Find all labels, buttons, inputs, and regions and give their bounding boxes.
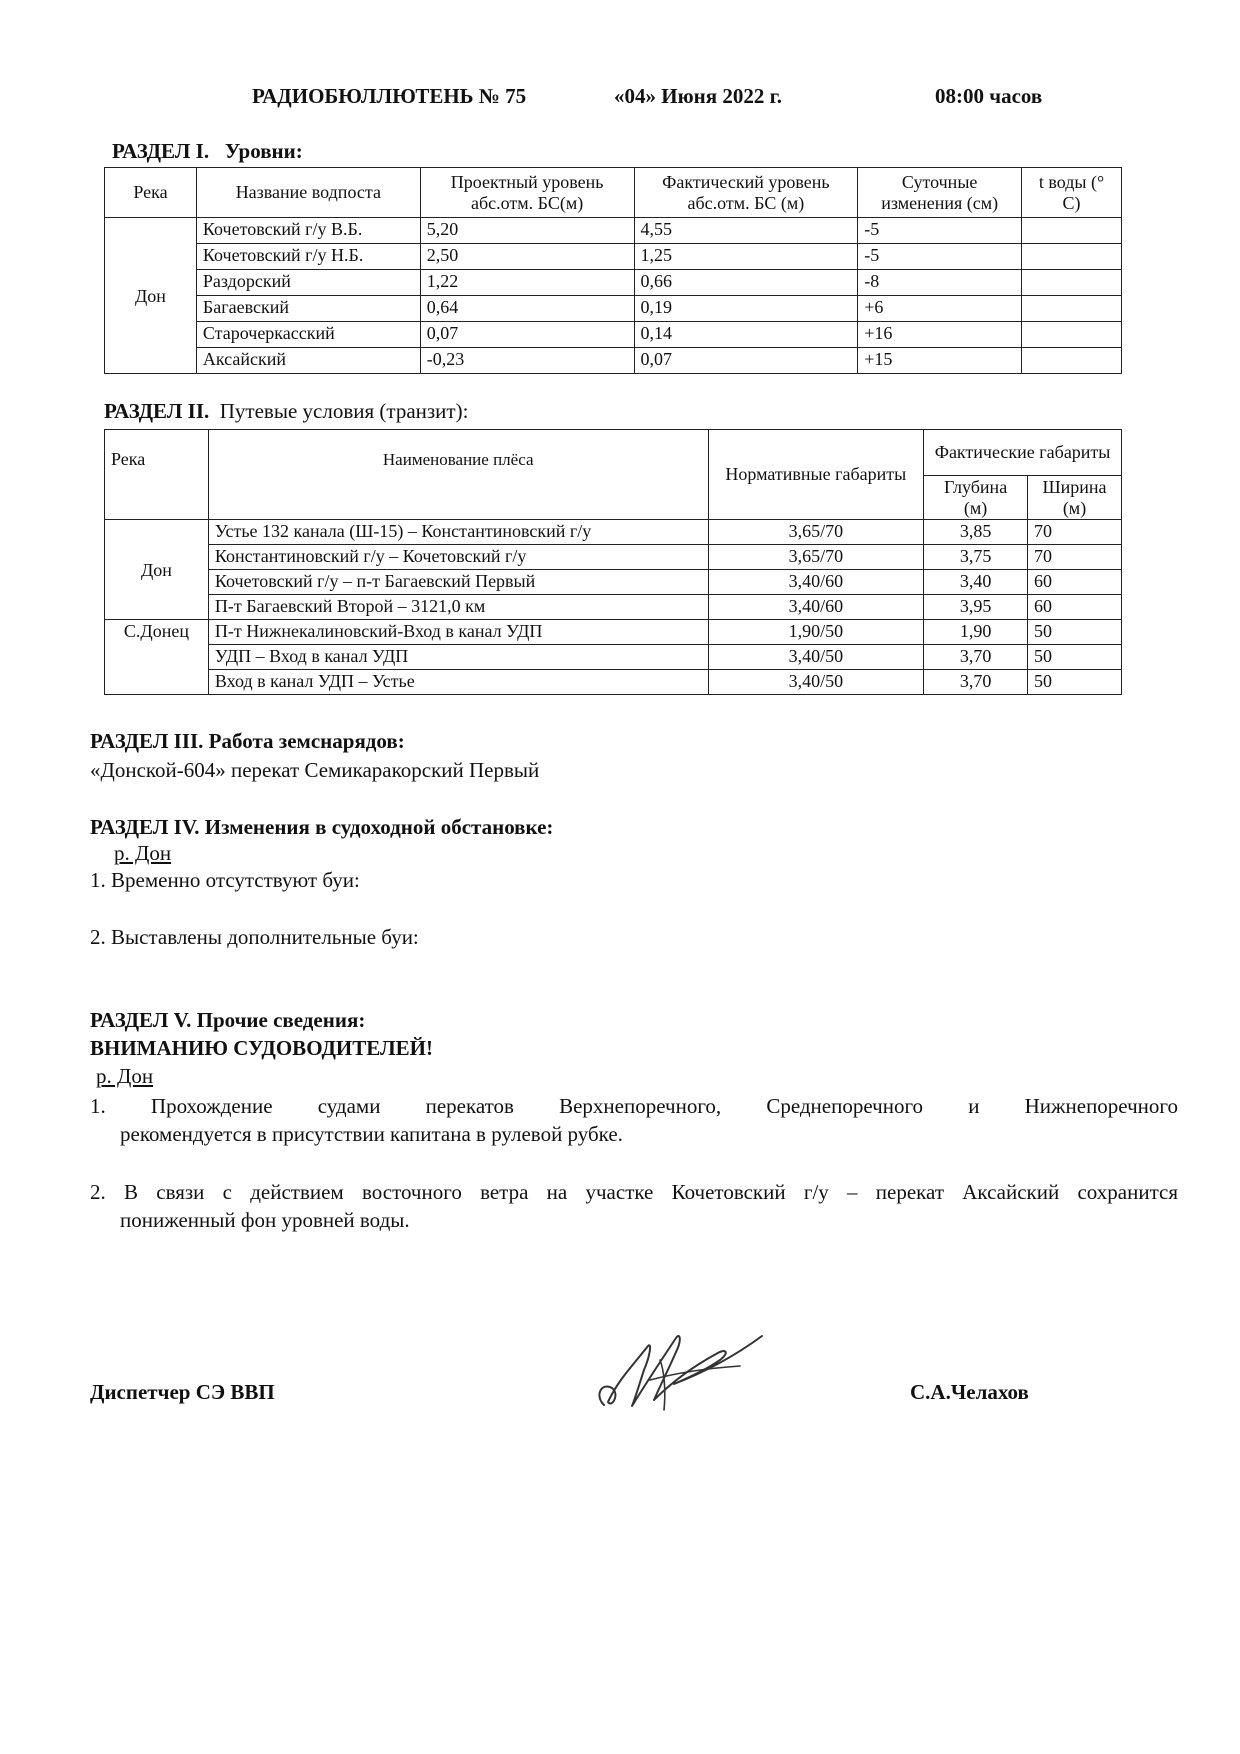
level-temp xyxy=(1022,270,1122,296)
route-width: 70 xyxy=(1028,545,1122,570)
route-reach: П-т Нижнекалиновский-Вход в канал УДП xyxy=(208,620,708,645)
level-actual: 1,25 xyxy=(634,244,858,270)
section3-text: «Донской-604» перекат Семикаракорский Первый xyxy=(90,758,540,782)
route-norm: 3,40/50 xyxy=(708,670,924,695)
route-header-river: Река xyxy=(105,430,209,520)
level-actual: 0,19 xyxy=(634,296,858,322)
route-norm: 3,65/70 xyxy=(708,520,924,545)
route-header-width: Ширина (м) xyxy=(1028,476,1122,520)
section5-river: р. Дон xyxy=(96,1064,154,1088)
level-project: 5,20 xyxy=(420,218,634,244)
route-header-depth: Глубина (м) xyxy=(924,476,1028,520)
section1-title-text: Уровни: xyxy=(224,139,303,163)
level-change: +6 xyxy=(858,296,1022,322)
route-table xyxy=(104,429,1122,695)
table-row xyxy=(105,645,1122,670)
section1-title-number: РАЗДЕЛ I. xyxy=(112,139,210,163)
level-change: -8 xyxy=(858,270,1022,296)
level-actual: 0,07 xyxy=(634,348,858,374)
route-width: 50 xyxy=(1028,670,1122,695)
route-width: 60 xyxy=(1028,595,1122,620)
route-depth: 3,40 xyxy=(924,570,1028,595)
level-temp xyxy=(1022,244,1122,270)
levels-header-temp: t воды (° С) xyxy=(1022,168,1122,218)
section4-item-1: 1. Временно отсутствуют буи: xyxy=(90,868,360,892)
route-depth: 3,70 xyxy=(924,670,1028,695)
level-temp xyxy=(1022,348,1122,374)
route-header-actual: Фактические габариты xyxy=(924,430,1122,476)
route-header-reach: Наименование плёса xyxy=(208,430,708,520)
route-width: 50 xyxy=(1028,620,1122,645)
section2-title-number: РАЗДЕЛ II. xyxy=(104,399,210,423)
route-reach: Кочетовский г/у – п-т Багаевский Первый xyxy=(208,570,708,595)
document-header xyxy=(252,84,1072,114)
route-header-norm: Нормативные габариты xyxy=(708,430,924,520)
paragraph-1-line-1: 1. Прохождение судами перекатов Верхнепоречного, Среднепоречного и Нижнепоречного xyxy=(90,1094,1178,1118)
table-row xyxy=(105,218,1122,244)
section4-river: р. Дон xyxy=(114,841,172,865)
levels-header-project: Проектный уровень абс.отм. БС(м) xyxy=(420,168,634,218)
section4-item-2: 2. Выставлены дополнительные буи: xyxy=(90,925,419,949)
levels-header-river: Река xyxy=(105,168,197,218)
table-row xyxy=(105,670,1122,695)
levels-header-actual: Фактический уровень абс.отм. БС (м) xyxy=(634,168,858,218)
level-project: -0,23 xyxy=(420,348,634,374)
attention-heading: ВНИМАНИЮ СУДОВОДИТЕЛЕЙ! xyxy=(90,1036,433,1060)
table-row xyxy=(105,348,1122,374)
levels-table xyxy=(104,167,1122,374)
level-change: -5 xyxy=(858,244,1022,270)
paragraph-2-line-2: пониженный фон уровней воды. xyxy=(120,1208,410,1232)
table-row xyxy=(105,520,1122,545)
route-reach: Устье 132 канала (Ш-15) – Константиновский г/у xyxy=(208,520,708,545)
level-change: -5 xyxy=(858,218,1022,244)
table-row xyxy=(105,296,1122,322)
dispatcher-name: С.А.Челахов xyxy=(910,1380,1029,1404)
route-norm: 3,40/60 xyxy=(708,595,924,620)
route-depth: 3,95 xyxy=(924,595,1028,620)
route-norm: 3,40/50 xyxy=(708,645,924,670)
route-depth: 3,75 xyxy=(924,545,1028,570)
level-actual: 0,66 xyxy=(634,270,858,296)
route-norm: 3,40/60 xyxy=(708,570,924,595)
route-width: 50 xyxy=(1028,645,1122,670)
route-depth: 3,85 xyxy=(924,520,1028,545)
level-post: Раздорский xyxy=(196,270,420,296)
section3-title: РАЗДЕЛ III. Работа земснарядов: xyxy=(90,729,405,753)
level-project: 1,22 xyxy=(420,270,634,296)
paragraph-2-line-1: 2. В связи с действием восточного ветра на участке Кочетовский г/у – перекат Аксайский сохранится xyxy=(90,1180,1178,1204)
level-post: Аксайский xyxy=(196,348,420,374)
route-depth: 1,90 xyxy=(924,620,1028,645)
table-row xyxy=(105,270,1122,296)
table-row xyxy=(105,595,1122,620)
route-reach: УДП – Вход в канал УДП xyxy=(208,645,708,670)
level-post: Старочеркасский xyxy=(196,322,420,348)
level-project: 2,50 xyxy=(420,244,634,270)
table-row xyxy=(105,322,1122,348)
route-reach: Константиновский г/у – Кочетовский г/у xyxy=(208,545,708,570)
level-temp xyxy=(1022,296,1122,322)
level-post: Кочетовский г/у Н.Б. xyxy=(196,244,420,270)
route-river-cell: Дон xyxy=(105,520,209,620)
route-width: 70 xyxy=(1028,520,1122,545)
route-river-cell: С.Донец xyxy=(105,620,209,695)
level-project: 0,64 xyxy=(420,296,634,322)
route-reach: Вход в канал УДП – Устье xyxy=(208,670,708,695)
levels-header-row xyxy=(105,168,1122,218)
table-row xyxy=(105,545,1122,570)
level-temp xyxy=(1022,322,1122,348)
section1-title xyxy=(112,139,303,164)
level-change: +15 xyxy=(858,348,1022,374)
level-post: Кочетовский г/у В.Б. xyxy=(196,218,420,244)
section4-title: РАЗДЕЛ IV. Изменения в судоходной обстановке: xyxy=(90,815,554,839)
bulletin-title: РАДИОБЮЛЛЮТЕНЬ № 75 xyxy=(252,84,527,108)
route-norm: 1,90/50 xyxy=(708,620,924,645)
levels-header-change: Суточные изменения (см) xyxy=(858,168,1022,218)
route-reach: П-т Багаевский Второй – 3121,0 км xyxy=(208,595,708,620)
level-actual: 4,55 xyxy=(634,218,858,244)
signature-image xyxy=(590,1310,790,1420)
route-width: 60 xyxy=(1028,570,1122,595)
route-norm: 3,65/70 xyxy=(708,545,924,570)
levels-river-cell: Дон xyxy=(105,218,197,374)
dispatcher-role: Диспетчер СЭ ВВП xyxy=(90,1380,275,1404)
section2-title-text: Путевые условия (транзит): xyxy=(219,399,469,423)
table-row xyxy=(105,570,1122,595)
level-temp xyxy=(1022,218,1122,244)
level-post: Багаевский xyxy=(196,296,420,322)
paragraph-1-line-2: рекомендуется в присутствии капитана в рулевой рубке. xyxy=(120,1122,623,1146)
table-row xyxy=(105,244,1122,270)
route-depth: 3,70 xyxy=(924,645,1028,670)
bulletin-date: «04» Июня 2022 г. xyxy=(614,84,783,108)
section5-title: РАЗДЕЛ V. Прочие сведения: xyxy=(90,1008,366,1032)
table-row xyxy=(105,620,1122,645)
level-actual: 0,14 xyxy=(634,322,858,348)
route-header-row xyxy=(105,430,1122,476)
level-project: 0,07 xyxy=(420,322,634,348)
bulletin-time: 08:00 часов xyxy=(935,84,1043,108)
level-change: +16 xyxy=(858,322,1022,348)
levels-header-post: Название водпоста xyxy=(196,168,420,218)
section2-title xyxy=(104,399,468,424)
